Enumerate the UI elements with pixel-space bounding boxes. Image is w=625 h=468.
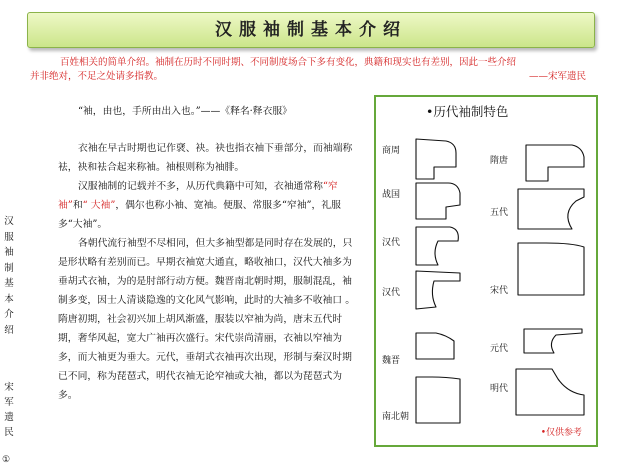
opening-quote: “袖，由也，手所由出入也。”——《释名·释衣服》 (78, 106, 292, 117)
main-article (58, 102, 358, 405)
label-dynasty: 明代 (490, 384, 509, 394)
page-number: ① (2, 455, 11, 465)
paragraph-2-part-a: 汉服袖制的记载并不多，从历代典籍中可知，衣袖通常称 (78, 181, 323, 192)
term-wide-sleeve: “ 大袖” (82, 200, 116, 211)
panel-note: •仅供参考 (540, 428, 582, 438)
intro-line-2-text: 并非绝对，不足之处请多指教。 (30, 71, 164, 82)
label-dynasty: 汉代 (382, 238, 401, 248)
vertical-title-char: 制 (4, 262, 14, 274)
label-dynasty: 隋唐 (490, 156, 509, 166)
sleeve-suitang (526, 145, 584, 181)
label-dynasty: 元代 (490, 344, 509, 354)
vertical-title-char: 介 (4, 309, 14, 320)
label-dynasty: 南北朝 (382, 412, 410, 422)
label-dynasty: 汉代 (382, 288, 401, 298)
paragraph-2-part-b: ，偶尔也称小袖、宽袖。便服、常服多“窄袖”，礼服多“大袖”。 (58, 200, 341, 230)
sleeve-han-2 (416, 271, 460, 309)
vertical-author-char: 遗 (4, 412, 14, 423)
sleeve-nanbeichao (416, 377, 460, 423)
paragraph-2-and: 和 (72, 200, 83, 211)
vertical-author-char: 宋 (4, 382, 14, 393)
label-dynasty: 五代 (490, 208, 509, 218)
sleeve-ming (516, 369, 584, 415)
intro-signature: ——宋军遗民 (528, 71, 586, 82)
term-narrow-sleeve: “窄袖” (58, 181, 338, 211)
vertical-author-char: 军 (4, 397, 14, 408)
panel-title: •历代袖制特色 (426, 104, 509, 119)
paragraph-1: 衣袖在早古时期也记作褎、袂。袂也指衣袖下垂部分，而袖端称袪，袂和袪合起来称袖。袖根则称为袖腓。 (58, 143, 353, 173)
label-dynasty: 战国 (382, 190, 401, 200)
label-dynasty: 魏晋 (382, 356, 401, 366)
sleeve-han-1 (416, 227, 458, 265)
sleeve-wudai (518, 189, 584, 229)
paragraph-3: 各朝代流行袖型不尽相同，但大多袖型都是同时存在发展的，只是形状略有差别而已。早期衣袖宽大通直，略收袖口，汉代大袖多为垂胡式衣袖，为的是肘部行动方便。魏晋南北朝时期，服制混乱，袖制多变，因士人清谈隐逸的文化风气影响，此时的大袖多不收袖口 。隋唐初期，社会初兴加上胡风渐盛，服装以窄袖为尚，唐末五代时期，奢华风起，宽大广袖再次盛行。宋代崇尚清丽，衣袖以窄袖为多，而大袖更为垂大。元代，垂胡式衣袖再次出现，形制与秦汉时期已不同，称为琵琶式，明代衣袖无论窄袖或大袖，都以为琵琶式为多。 (58, 238, 356, 401)
sleeve-zhanguo (416, 183, 460, 219)
intro-line-2 (30, 70, 586, 84)
sleeve-shangzhou (416, 139, 456, 179)
vertical-author (3, 380, 15, 440)
vertical-title-char: 汉 (4, 216, 14, 227)
intro-line-1: 百姓相关的简单介绍。袖制在历时不同时期、不同制度场合下多有变化，典籍和现实也有差别，因此一些介绍 (60, 57, 517, 68)
intro-note (30, 56, 586, 84)
vertical-title-char: 本 (4, 293, 14, 305)
vertical-title-char: 绍 (4, 324, 14, 336)
vertical-title-char: 服 (4, 231, 14, 243)
paragraph-2 (58, 177, 358, 234)
page-title: 汉服袖制基本介绍 (27, 12, 595, 48)
vertical-title (3, 214, 15, 338)
label-dynasty: 宋代 (490, 286, 509, 296)
vertical-title-char: 基 (4, 278, 14, 289)
sleeve-styles-panel (374, 95, 598, 447)
vertical-author-char: 民 (4, 427, 14, 438)
label-dynasty: 商周 (382, 146, 401, 156)
vertical-title-char: 袖 (4, 247, 14, 258)
sleeve-song (518, 243, 584, 295)
sleeve-yuan (524, 329, 582, 353)
sleeve-diagrams (376, 97, 596, 445)
sleeve-weijin (416, 333, 454, 359)
